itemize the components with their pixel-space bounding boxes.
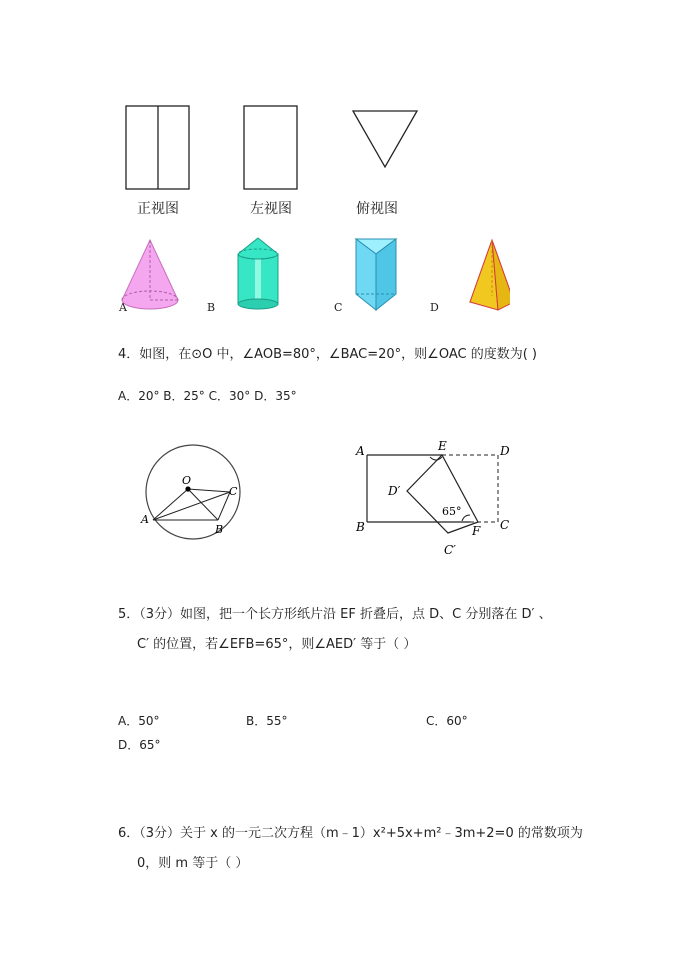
view-drawings bbox=[115, 95, 435, 205]
q5-option-a: A．50° bbox=[118, 714, 160, 728]
pyramid-solid bbox=[470, 240, 510, 310]
label-b: B bbox=[215, 523, 224, 536]
q6-line1: 6．（3分）关于 x 的一元二次方程（m﹣1）x²+5x+m²﹣3m+2=0 的常数项为 bbox=[118, 826, 583, 841]
top-view-label: 俯视图 bbox=[356, 201, 398, 217]
cone-solid bbox=[122, 240, 178, 309]
q4-stem: 4．如图，在⊙O 中，∠AOB=80°，∠BAC=20°，则∠OAC 的度数为( ) bbox=[118, 347, 537, 362]
label-c: C bbox=[229, 485, 238, 498]
q4-options: A．20° B．25° C．30° D．35° bbox=[118, 389, 297, 403]
label-b-rect: B bbox=[356, 520, 365, 534]
q5-line1: 5．（3分）如图，把一个长方形纸片沿 EF 折叠后，点 D、C 分别落在 D′ 、 bbox=[118, 607, 552, 622]
solid-drawings bbox=[110, 232, 510, 317]
cylinder-cone-solid bbox=[238, 238, 278, 309]
left-view bbox=[244, 106, 297, 189]
option-c-label: C bbox=[334, 301, 343, 314]
label-e: E bbox=[438, 439, 447, 453]
circle-figure bbox=[136, 440, 266, 540]
label-c-prime: C′ bbox=[444, 543, 456, 557]
left-view-label: 左视图 bbox=[250, 201, 292, 217]
fold-figure bbox=[350, 435, 520, 565]
front-view-label: 正视图 bbox=[137, 201, 179, 217]
label-o: O bbox=[182, 474, 192, 487]
q6-line2: 0，则 m 等于（ ） bbox=[137, 856, 249, 871]
q5-line2: C′ 的位置，若∠EFB=65°，则∠AED′ 等于（ ） bbox=[137, 637, 417, 652]
top-view bbox=[353, 111, 417, 167]
angle-label: 65° bbox=[442, 505, 462, 518]
label-d-prime: D′ bbox=[388, 484, 401, 498]
label-a-rect: A bbox=[356, 444, 365, 458]
label-a: A bbox=[141, 513, 149, 526]
q5-option-b: B．55° bbox=[246, 714, 288, 728]
option-d-label: D bbox=[430, 301, 439, 314]
label-c-rect: C bbox=[500, 518, 510, 532]
front-view bbox=[126, 106, 189, 189]
q5-option-c: C．60° bbox=[426, 714, 468, 728]
option-b-label: B bbox=[207, 301, 216, 314]
center-point bbox=[185, 486, 190, 491]
q5-option-d: D．65° bbox=[118, 738, 161, 752]
label-d: D bbox=[500, 444, 510, 458]
option-a-label: A bbox=[119, 301, 127, 314]
label-f: F bbox=[472, 524, 481, 538]
triangular-prism-solid bbox=[356, 239, 396, 310]
